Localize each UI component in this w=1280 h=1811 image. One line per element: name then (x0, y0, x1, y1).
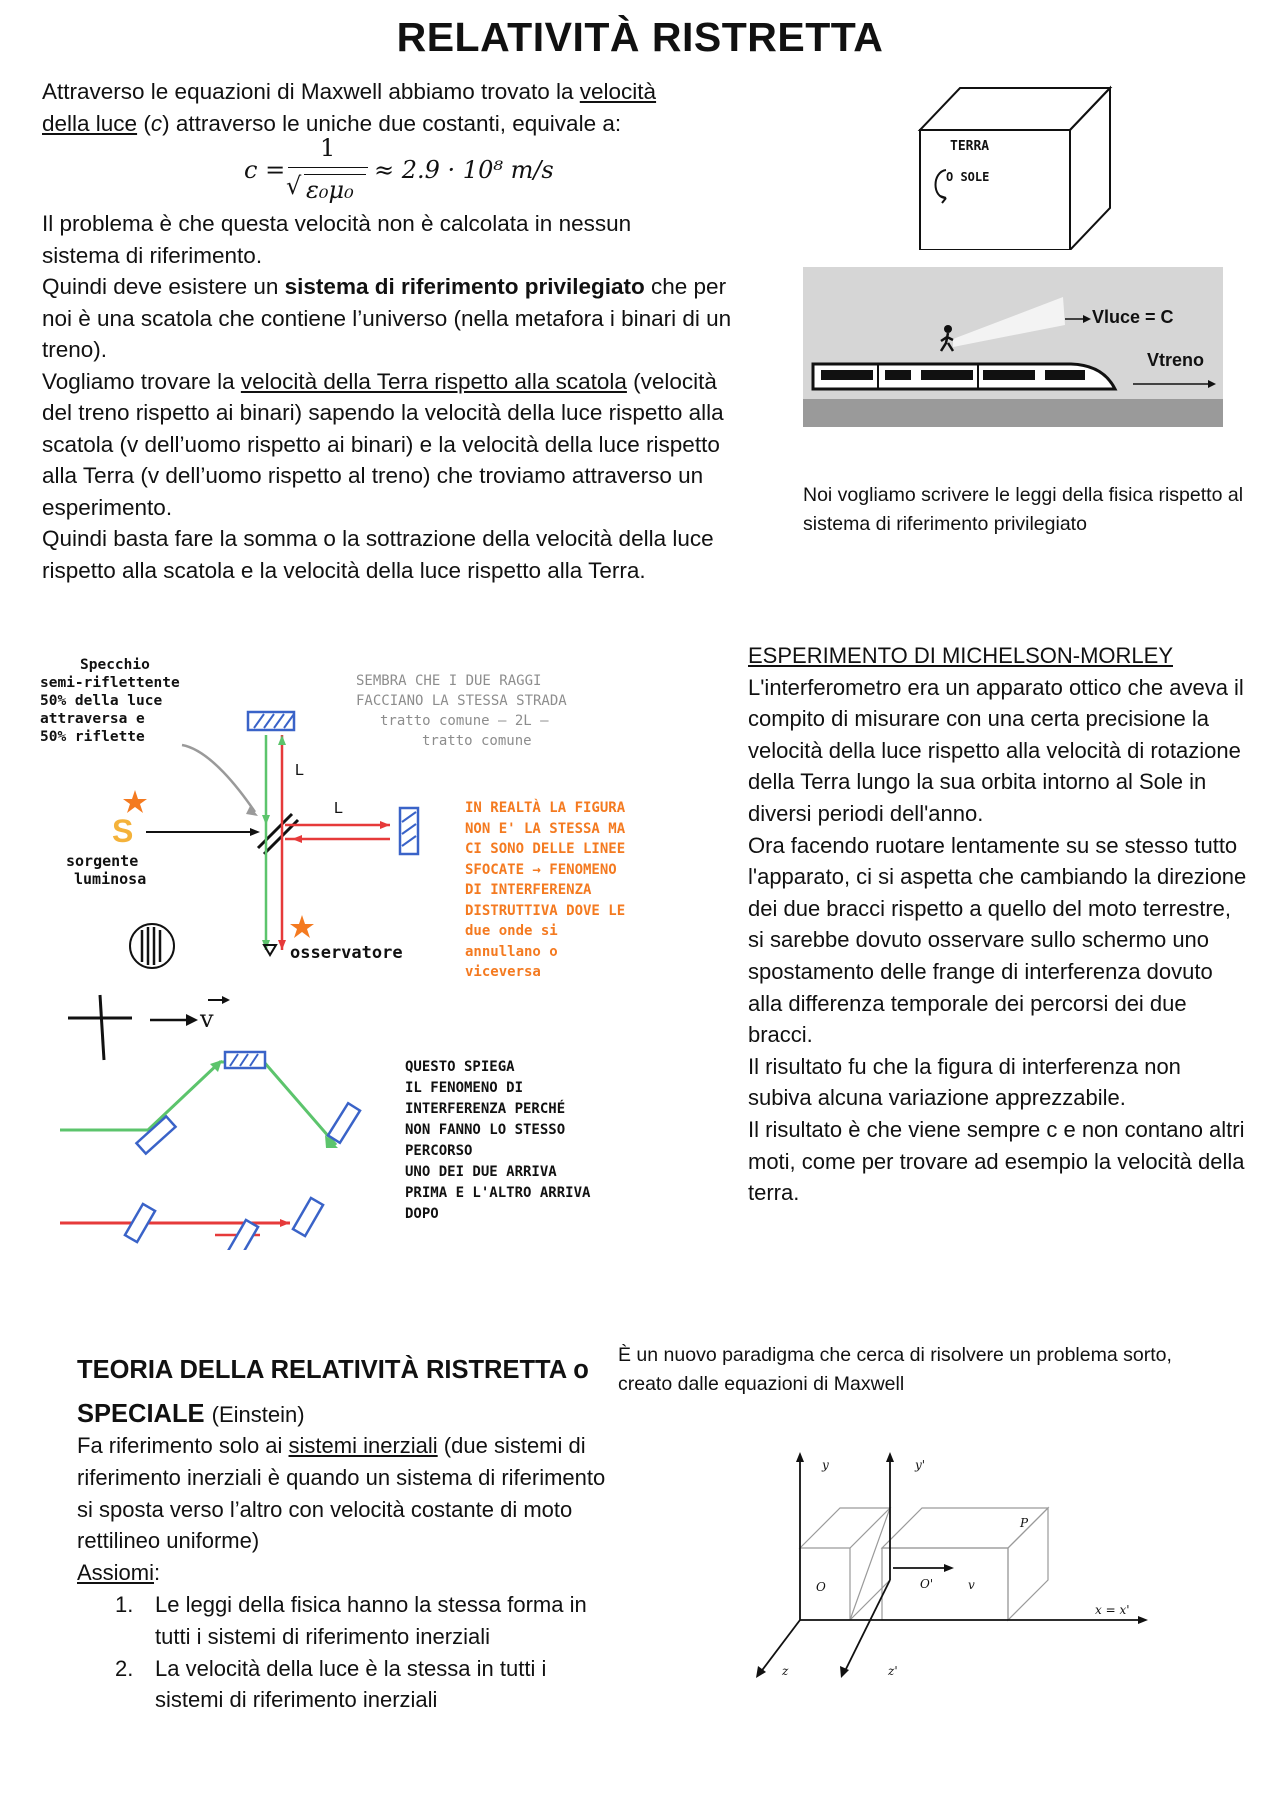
caption-privileged-frame: Noi vogliamo scrivere le leggi della fisica rispetto al sistema di riferimento privilegiato (803, 484, 1244, 535)
theory-side-note: È un nuovo paradigma che cerca di risolvere un problema sorto, creato dalle equazioni di Maxwell (618, 1344, 1172, 1395)
axioms-list (77, 1589, 617, 1716)
axis-label-z: z (782, 1664, 789, 1678)
note-orange: IN REALTÀ LA FIGURA NON E' LA STESSA MA CI SONO DELLE LINEE SFOCATE → FENOMENO DI INTERFERENZA DISTRUTTIVA DOVE LE due onde si annullano o viceversa (465, 800, 626, 980)
label-arm-length-2: L (334, 800, 343, 817)
mm-p4: Il risultato è che viene sempre c e non contano altri moti, come per trovare ad esempio la velocità della terra. (748, 1116, 1245, 1206)
theory-p1: Fa riferimento solo ai sistemi inerziali (due sistemi di riferimento inerziali è quando un sistema di riferimento si sposta verso l’altro con velocità costante di moto rettilineo uniforme) (77, 1433, 606, 1554)
intro-paragraphs (42, 208, 742, 586)
point-label-p: P (1020, 1516, 1029, 1530)
mm-p3: Il risultato fu che la figura di interferenza non subiva alcuna variazione apprezzabile. (748, 1053, 1181, 1111)
intro-p4: Vogliamo trovare la velocità della Terra rispetto alla scatola (velocità del treno rispetto ai binari) sapendo la velocità della luce rispetto alla scatola (v dell’uomo rispetto ai binari) e la velocità della luce rispetto alla Terra (v dell’uomo rispetto al treno) che troviamo attraverso un esperimento. (42, 368, 724, 520)
theory-body (77, 1430, 617, 1716)
intro-block (42, 76, 742, 139)
axiom-item: 1. Le leggi della fisica hanno la stessa forma in tutti i sistemi di riferimento inerziali (115, 1591, 587, 1649)
intro-line-1: Attraverso le equazioni di Maxwell abbiamo trovato la velocità (42, 79, 657, 104)
note-gray: SEMBRA CHE I DUE RAGGI FACCIANO LA STESSA STRADA tratto comune – 2L – tratto comune (356, 673, 567, 749)
note-black: QUESTO SPIEGA IL FENOMENO DI INTERFERENZA PERCHÉ NON FANNO LO STESSO PERCORSO UNO DEI DUE ARRIVA PRIMA E L'ALTRO ARRIVA DOPO (405, 1059, 591, 1222)
origin-label-o-prime: O' (920, 1577, 934, 1591)
intro-line-2: della luce (c) attraverso le uniche due costanti, equivale a: (42, 110, 622, 136)
reference-frames-figure (748, 1448, 1158, 1688)
label-vtreno: Vtreno (1147, 350, 1205, 370)
label-velocity-v: v (200, 1005, 214, 1033)
train-figure (803, 267, 1223, 427)
label-osservatore: osservatore (290, 943, 403, 963)
page-title: RELATIVITÀ RISTRETTA (396, 14, 884, 60)
universe-box-figure (910, 80, 1120, 250)
intro-p5: Quindi basta fare la somma o la sottrazione della velocità della luce rispetto alla scatola e la velocità della luce rispetto alla Terra. (42, 526, 714, 583)
mm-p2: Ora facendo ruotare lentamente su se stesso tutto l'apparato, ci si aspetta che cambiando la direzione dei due bracci rispetto a quello del moto terrestre, si sarebbe dovuto osservare sullo schermo uno spostamento delle frange di interferenza dovuto alla differenza temporale dei percorsi dei due bracci. (748, 832, 1247, 1048)
label-source-s: S (112, 813, 134, 849)
intro-p2: Il problema è che questa velocità non è calcolata in nessun sistema di riferimento. (42, 211, 632, 268)
formula-speed-of-light: c = 1 √ ε₀μ₀ ≈ 2.9 · 10⁸ m/s (244, 134, 554, 204)
label-arm-length-1: L (295, 762, 304, 779)
axis-label-x: x = x' (1095, 1603, 1130, 1617)
axis-label-y: y (822, 1458, 829, 1472)
axioms-label: Assiomi: (77, 1560, 161, 1586)
origin-label-o: O (816, 1580, 826, 1594)
label-sole: O SOLE (946, 170, 990, 184)
label-terra: TERRA (950, 139, 990, 154)
note-specchio: Specchio semi-riflettente 50% della luce attraversa e 50% riflette (40, 657, 180, 745)
note-sorgente: sorgente luminosa (66, 852, 147, 888)
axiom-item: 2. La velocità della luce è la stessa in tutti i sistemi di riferimento inerziali (115, 1655, 547, 1713)
label-vluce: Vluce = C (1092, 307, 1174, 327)
mm-block (748, 640, 1248, 1209)
axis-label-z-prime: z' (888, 1664, 898, 1678)
mm-heading: ESPERIMENTO DI MICHELSON-MORLEY (748, 643, 1173, 668)
theory-heading: TEORIA DELLA RELATIVITÀ RISTRETTA o SPECIALE (Einstein) (77, 1356, 589, 1428)
intro-p3: Quindi deve esistere un sistema di riferimento privilegiato che per noi è una scatola che contiene l’universo (nella metafora i binari di un treno). (42, 274, 732, 362)
velocity-label-v: v (968, 1578, 975, 1592)
axis-label-y-prime: y' (915, 1458, 926, 1472)
mm-p1: L'interferometro era un apparato ottico che aveva il compito di misurare con una certa precisione la velocità della luce rispetto alla velocità di rotazione della Terra lungo la sua orbita intorno al Sole in diversi periodi dell'anno. (748, 674, 1244, 826)
